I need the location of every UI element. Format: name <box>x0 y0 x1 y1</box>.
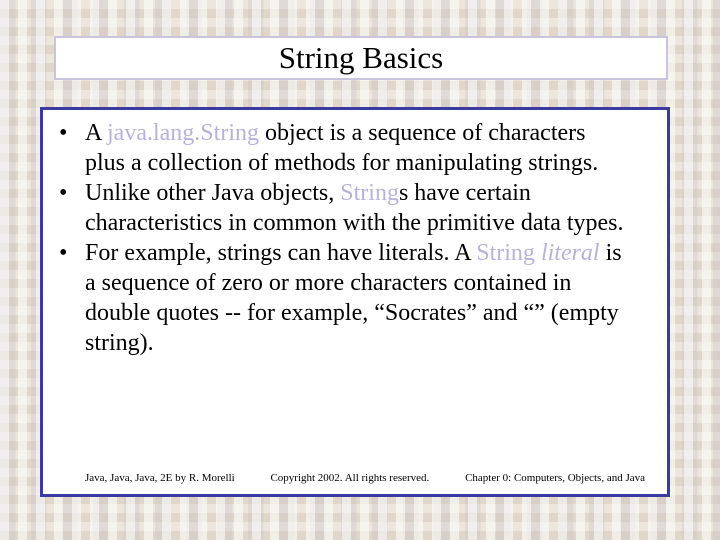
term-italic: literal <box>540 240 600 266</box>
bullet-item <box>59 238 627 358</box>
title-box <box>54 36 668 80</box>
bullet-text: object is a sequence of characters plus a collection of methods for manipulating strings. <box>85 120 599 176</box>
bullet-item <box>59 118 627 178</box>
content-box <box>40 107 670 497</box>
footer-author: Java, Java, Java, 2E by R. Morelli <box>85 472 235 484</box>
footer-copyright: Copyright 2002. All rights reserved. <box>270 472 430 484</box>
bullet-text: A <box>85 120 108 146</box>
code-term: java.lang.String <box>107 120 259 146</box>
bullet-text: s have certain characteristics in common with the primitive data types. <box>85 180 624 236</box>
bullet-text: is a sequence of zero or more characters contained in double quotes -- for example, “Socrates” and “” (empty string). <box>85 240 622 356</box>
bullet-text: For example, strings can have literals. A <box>85 240 477 266</box>
code-term: String <box>476 240 535 266</box>
bullet-item <box>59 178 627 238</box>
footer <box>85 472 645 484</box>
bullet-list <box>59 118 627 358</box>
slide-title: String Basics <box>278 40 444 75</box>
code-term: String <box>340 180 399 206</box>
footer-chapter: Chapter 0: Computers, Objects, and Java <box>465 472 645 484</box>
bullet-text: Unlike other Java objects, <box>85 180 341 206</box>
